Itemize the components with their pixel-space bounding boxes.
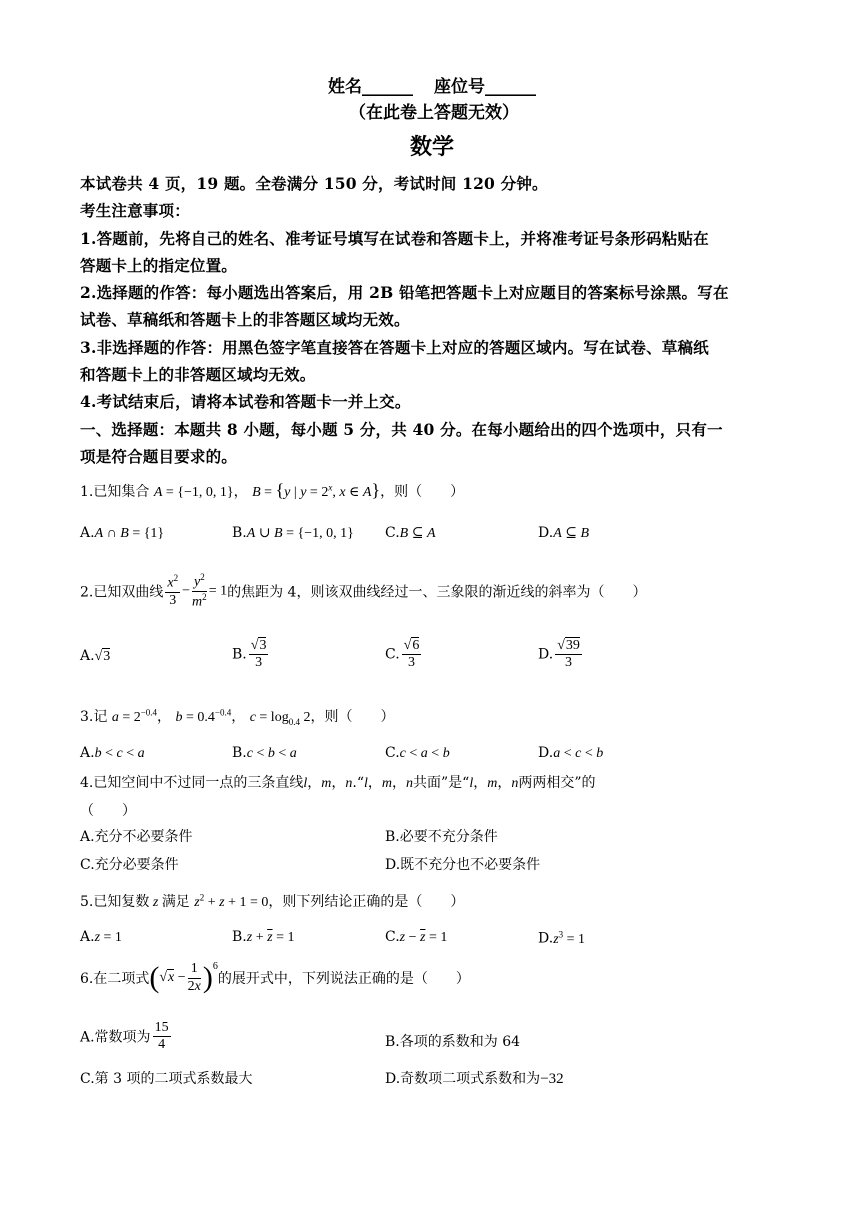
question-6-option-b[interactable]: B.各项的系数和为 64: [385, 1034, 521, 1050]
question-4-option-c[interactable]: C.充分必要条件: [80, 857, 179, 873]
question-6-option-c[interactable]: C.第 3 项的二项式系数最大: [80, 1071, 253, 1087]
question-6-stem: 6.在二项式(√x − $\frac{1}{2x}$ )$^6$的展开式中，下列说法正确的是（ ）: [80, 961, 470, 994]
question-6-option-d[interactable]: D.奇数项二项式系数和为−32: [385, 1071, 564, 1087]
question-4-option-d[interactable]: D.既不充分也不必要条件: [385, 857, 541, 873]
question-5-option-c[interactable]: $C.z - \overline{z} = 1$: [385, 929, 448, 945]
question-1-option-d[interactable]: D.A ⊆ B: [538, 525, 590, 541]
rule-2-line-2: 试卷、草稿纸和答题卡上的非答题区域均无效。: [80, 310, 410, 329]
exam-summary: 本试卷共 4 页，19 题。全卷满分 150 分，考试时间 120 分钟。: [80, 174, 548, 193]
rule-3-line-2: 和答题卡上的非答题区域均无效。: [80, 365, 316, 384]
question-3-stem: 3.记 $a = 2^{-0.4}$， $b = 0.4^{-0.4}$， $c = \log_{0.4} 2$，则（ ）: [80, 707, 395, 727]
question-3-option-b[interactable]: B.c < b < a: [232, 745, 297, 761]
question-5-stem: 5.已知复数 z 满足 $z^2 + z + 1 = 0$，则下列结论正确的是（ ）: [80, 892, 465, 910]
question-3-option-c[interactable]: C.c < a < b: [385, 745, 450, 761]
rule-1-line-1: 1.答题前，先将自己的姓名、准考证号填写在试卷和答题卡上，并将准考证号条形码粘贴在: [80, 229, 709, 248]
question-1-option-b[interactable]: B.A ∪ B = {−1, 0, 1}: [232, 525, 354, 541]
question-3-option-a[interactable]: A.b < c < a: [80, 745, 145, 761]
invalid-notice: （在此卷上答题无效）: [349, 103, 519, 123]
attention-title: 考生注意事项：: [80, 201, 190, 220]
section-1-line-1: 一、选择题：本题共 8 小题，每小题 5 分，共 40 分。在每小题给出的四个选项中，只有一: [80, 420, 723, 439]
question-2-option-d[interactable]: D. $\frac{√39}{3}$: [538, 638, 580, 671]
question-4-option-b[interactable]: B.必要不充分条件: [385, 829, 498, 845]
seat-field-label: 座位号______: [434, 77, 536, 97]
question-4-answer-paren: （ ）: [80, 803, 136, 819]
rule-4: 4.考试结束后，请将本试卷和答题卡一并上交。: [80, 392, 411, 411]
question-5-option-b[interactable]: $B.z + \overline{z} = 1$: [232, 929, 295, 945]
question-2-stem: 2.已知双曲线 $\frac{x^2}{3}$ − $\frac{y^2}{m^2}$ = 1的焦距为 4，则该双曲线经过一、三象限的渐近线的斜率为（ ）: [80, 572, 647, 610]
name-field-label: 姓名______: [328, 77, 413, 97]
rule-1-line-2: 答题卡上的指定位置。: [80, 256, 238, 275]
page-title: 数学: [410, 134, 455, 160]
question-5-option-d[interactable]: $D.z^3 = 1$: [538, 929, 586, 947]
section-1-line-2: 项是符合题目要求的。: [80, 447, 238, 466]
question-6-option-a[interactable]: A.常数项为 $\frac{15}{4}$: [80, 1020, 169, 1053]
question-3-option-d[interactable]: D.a < c < b: [538, 745, 604, 761]
question-2-option-a[interactable]: A.√3: [80, 648, 111, 664]
question-1-stem: 1.已知集合 A = {−1, 0, 1}， B = {y | $y = 2^x$, x ∈ A}，则（ ）: [80, 480, 465, 500]
rule-2-line-1: 2.选择题的作答：每小题选出答案后，用 2B 铅笔把答题卡上对应题目的答案标号涂黑。写在: [80, 283, 729, 302]
question-1-option-a[interactable]: A.A ∩ B = {1}: [80, 525, 165, 541]
question-2-option-b[interactable]: B. $\frac{√3}{3}$: [232, 638, 267, 671]
rule-3-line-1: 3.非选择题的作答：用黑色签字笔直接答在答题卡上对应的答题区域内。写在试卷、草稿纸: [80, 338, 709, 357]
question-1-option-c[interactable]: C.B ⊆ A: [385, 525, 436, 541]
question-4-option-a[interactable]: A.充分不必要条件: [80, 829, 193, 845]
question-2-option-c[interactable]: C. $\frac{√6}{3}$: [385, 638, 420, 671]
question-5-option-a[interactable]: A.z = 1: [80, 929, 122, 945]
question-4-stem: 4.已知空间中不过同一点的三条直线l，m，n.“l，m，n共面”是“l，m，n两两相交”的: [80, 775, 596, 791]
